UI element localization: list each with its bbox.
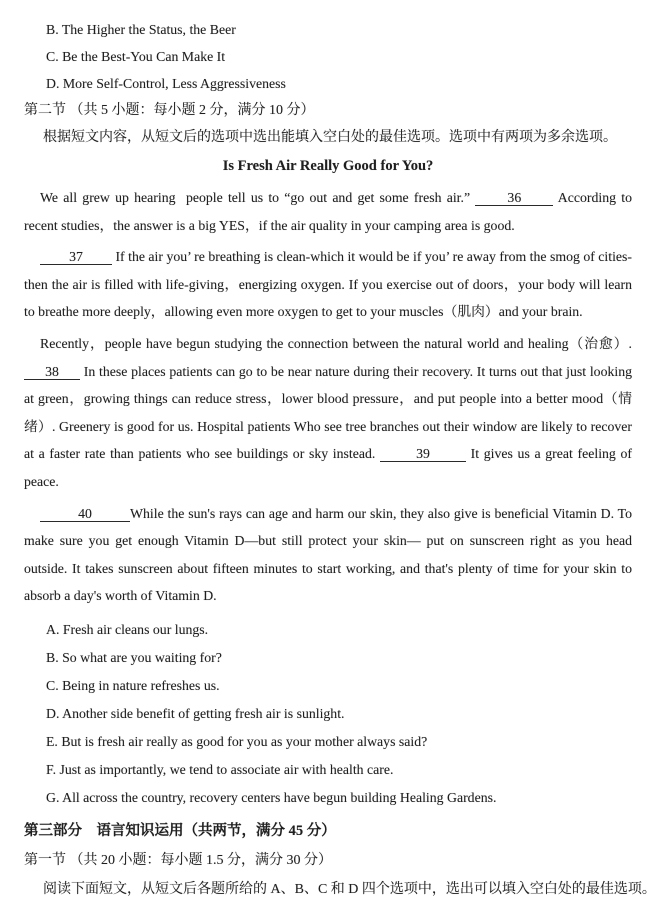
- question-blank-36: 36: [475, 190, 553, 206]
- question-blank-37: 37: [40, 249, 112, 265]
- section2-instruction: 根据短文内容，从短文后的选项中选出能填入空白处的最佳选项。选项中有两项为多余选项。: [43, 130, 617, 145]
- answer-option-f: F. Just as importantly, we tend to associate air with health care.: [46, 761, 394, 777]
- option-line-b: B. The Higher the Status, the Beer: [46, 22, 236, 37]
- passage-paragraph-2: 37 If the air you’ re breathing is clean-which it would be if you’ re away from the smog of cities-then the air is filled with life-giving，energizing oxygen. If you exercise out of doors，your body will learn to breathe more deeply，allowing even more oxygen to get to your muscles（肌肉）and your brain.: [24, 249, 632, 320]
- passage-paragraph-3: Recently，people have begun studying the connection between the natural world and healing（治愈）. 38 In these places patients can go to be near nature during their recovery. It turns out that just looking at green，growing things can reduce stress，lower blood pressure，and put people into a better mood（情绪）. Greenery is good for us. Hospital patients Who see tree branches out their window are likely to recover at a faster rate than patients who see buildings or sky instead. 39 It gives us a great feeling of peace.: [24, 335, 632, 489]
- question-blank-40: 40: [40, 506, 130, 522]
- section3-instruction: 阅读下面短文，从短文后各题所给的 A、B、C 和 D 四个选项中，选出可以填入空白处的最佳选项。: [43, 881, 656, 897]
- answer-option-b: B. So what are you waiting for?: [46, 649, 222, 665]
- section3-subheading: 第一节 （共 20 小题：每小题 1.5 分，满分 30 分）: [24, 852, 332, 868]
- passage-paragraph-1: We all grew up hearing people tell us to “go out and get some fresh air.” 36 According to recent studies，the answer is a big YES，if the air quality in your camping area is good.: [24, 190, 632, 233]
- option-line-d: D. More Self-Control, Less Aggressiveness: [46, 76, 286, 91]
- passage-paragraph-4: 40 While the sun's rays can age and harm our skin, they also give is beneficial Vitamin D. To make sure you get enough Vitamin D—but still protect your skin— put on sunscreen right as you head outside. It takes sunscreen about fifteen minutes to start working, and that's plenty of time for your skin to absorb a day's worth of Vitamin D.: [24, 505, 632, 604]
- section3-heading: 第三部分 语言知识运用（共两节，满分 45 分）: [24, 822, 336, 839]
- answer-option-d: D. Another side benefit of getting fresh air is sunlight.: [46, 705, 345, 721]
- answer-option-a: A. Fresh air cleans our lungs.: [46, 621, 209, 637]
- question-blank-38: 38: [24, 364, 80, 380]
- answer-option-c: C. Being in nature refreshes us.: [46, 677, 220, 693]
- section2-heading: 第二节 （共 5 小题：每小题 2 分，满分 10 分）: [24, 103, 315, 118]
- answer-option-g: G. All across the country, recovery centers have begun building Healing Gardens.: [46, 789, 497, 805]
- previous-question-options: [24, 16, 632, 97]
- answer-option-e: E. But is fresh air really as good for you as your mother always said?: [46, 733, 428, 749]
- option-line-c: C. Be the Best-You Can Make It: [46, 49, 226, 64]
- passage-title: Is Fresh Air Really Good for You?: [222, 158, 434, 174]
- question-blank-39: 39: [380, 446, 466, 462]
- answer-options-list: [24, 616, 632, 812]
